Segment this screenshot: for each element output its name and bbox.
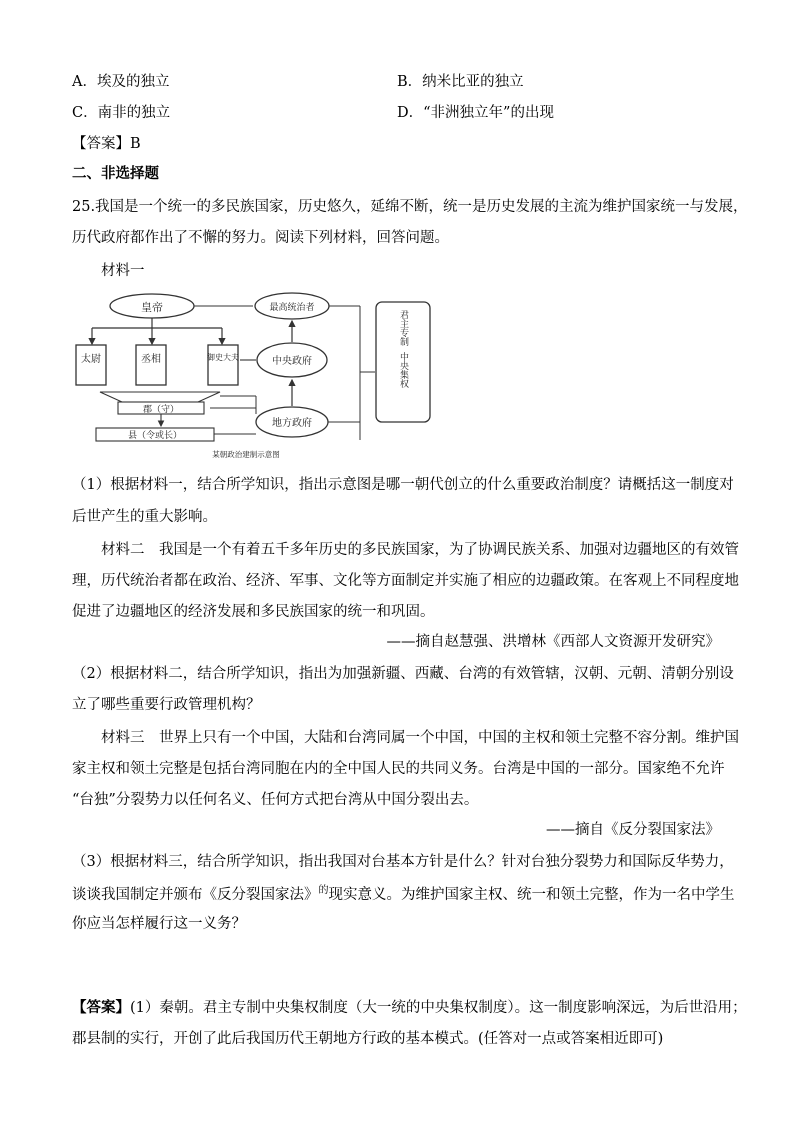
centralization-label: 中央集权 (398, 352, 408, 388)
jun-label: 郡（守） (142, 405, 180, 415)
xian-label: 县（令或长） (127, 431, 183, 441)
q25-line-2: 历代政府都作出了不懈的努力。阅读下列材料，回答问题。 (72, 230, 449, 246)
material-2-source: ——摘自赵慧强、洪增林《西部人文资源开发研究》 (386, 634, 720, 650)
answer-2-label: 【答案】 (72, 999, 130, 1016)
q2-line-2: 立了哪些重要行政管理机构？ (72, 697, 261, 713)
supreme-label: 最高统治者 (269, 303, 315, 313)
q3-line-1: （3）根据材料三，结合所学知识，指出我国对台基本方针是什么？针对台独分裂势力和国际反华势力， (72, 854, 734, 870)
option-c: C．南非的独立 (72, 105, 171, 121)
material-2-line-1: 材料二 我国是一个有着五千多年历史的多民族国家，为了协调民族关系、加强对边疆地区的有效管 (101, 542, 739, 558)
material-3-line-3: “台独”分裂势力以任何名义、任何方式把台湾从中国分裂出去。 (72, 792, 479, 808)
q3-line-2 (72, 881, 735, 904)
yushi-label: 御史大夫 (207, 353, 239, 362)
q25-line-1: 25.我国是一个统一的多民族国家，历史悠久，延绵不断，统一是历史发展的主流为维护国家统一与发展， (72, 199, 748, 215)
political-system-diagram (70, 292, 442, 460)
option-a: A．埃及的独立 (72, 74, 170, 90)
emperor-label: 皇帝 (141, 301, 163, 314)
option-b: B．纳米比亚的独立 (397, 74, 524, 90)
q3-line-3: 你应当怎样履行这一义务？ (72, 916, 246, 932)
yushi-box (208, 345, 238, 385)
material-3-line-1: 材料三 世界上只有一个中国，大陆和台湾同属一个中国，中国的主权和领土完整不容分割。维护国 (101, 730, 739, 746)
q2-line-1: （2）根据材料二，结合所学知识，指出为加强新疆、西藏、台湾的有效管辖，汉朝、元朝、清朝分别设 (72, 666, 734, 682)
q3-line-2-sup: 的 (318, 885, 329, 896)
material-1-label: 材料一 (101, 263, 145, 279)
diagram-caption: 某朝政治建制示意图 (212, 450, 280, 459)
material-3-line-2: 家主权和领土完整是包括台湾同胞在内的全中国人民的共同义务。台湾是中国的一部分。国家绝不允许 (72, 761, 725, 777)
q1-line-2: 后世产生的重大影响。 (72, 509, 217, 525)
answer-1: 【答案】B (72, 136, 141, 152)
answer-2-line-2: 郡县制的实行，开创了此后我国历代王朝地方行政的基本模式。(任答对一点或答案相近即可) (72, 1031, 664, 1047)
material-2-line-3: 促进了边疆地区的经济发展和多民族国家的统一和巩固。 (72, 604, 435, 620)
autocracy-label: 君主专制 (398, 310, 408, 346)
material-2-line-2: 理，历代统治者都在政治、经济、军事、文化等方面制定并实施了相应的边疆政策。在客观上不同程度地 (72, 573, 739, 589)
taiwei-label: 太尉 (81, 354, 101, 365)
answer-2-line-1 (72, 996, 747, 1017)
chengxiang-box (136, 345, 166, 385)
section-title: 二、非选择题 (72, 165, 159, 182)
q3-line-2-a: 谈谈我国制定并颁布《反分裂国家法》 (72, 886, 319, 903)
q1-line-1: （1）根据材料一，结合所学知识，指出示意图是哪一朝代创立的什么重要政治制度？请概括这一制度对 (72, 477, 734, 493)
chengxiang-label: 丞相 (141, 354, 161, 365)
taiwei-box (76, 345, 106, 385)
q3-line-2-b: 现实意义。为维护国家主权、统一和领土完整，作为一名中学生 (328, 886, 735, 903)
answer-2-text-1: (1）秦朝。君主专制中央集权制度（大一统的中央集权制度）。这一制度影响深远，为后世沿用； (130, 1000, 747, 1016)
local-label: 地方政府 (272, 418, 312, 429)
central-label: 中央政府 (272, 356, 312, 367)
option-d: D．“非洲独立年”的出现 (397, 105, 554, 121)
material-3-source: ——摘自《反分裂国家法》 (546, 822, 720, 838)
